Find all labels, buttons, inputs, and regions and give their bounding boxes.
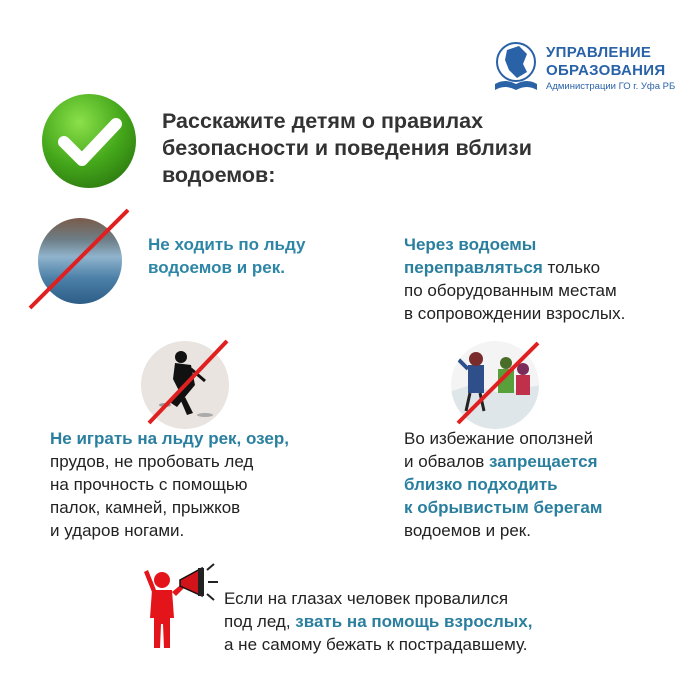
prohibited-icon [20,200,138,318]
ice-fisher-picture [135,335,235,431]
page-title: Расскажите детям о правилах безопасности и поведения вблизи водоемов: [162,109,532,187]
kids-cliff-picture [440,335,550,431]
logo-title-line1: УПРАВЛЕНИЕ [546,44,652,61]
logo-subtitle: Администрации ГО г. Уфа РБ [546,81,676,92]
logo-title-line2: ОБРАЗОВАНИЯ [546,62,666,79]
rule-steep-banks: Во избежание оползней и обвалов запрещается близко подходить к обрывистым берегам водоемов и рек. [404,429,603,540]
rule-crossing: Через водоемы переправляться только по оборудованным местам в сопровождении взрослых. [404,235,626,323]
megaphone-icon [140,562,220,652]
rule-no-playing-on-ice: Не играть на льду рек, озер, прудов, не пробовать лед на прочность с помощью палок, камней, прыжков и ударов ногами. [50,429,289,540]
rule-no-ice-walking: Не ходить по льду водоемов и рек. [148,235,306,277]
rule-call-adults: Если на глазах человек провалился под лед, звать на помощь взрослых, а не самому бежать к пострадавшему. [224,589,533,654]
checkmark-icon [40,92,138,190]
logo-icon [493,40,539,94]
